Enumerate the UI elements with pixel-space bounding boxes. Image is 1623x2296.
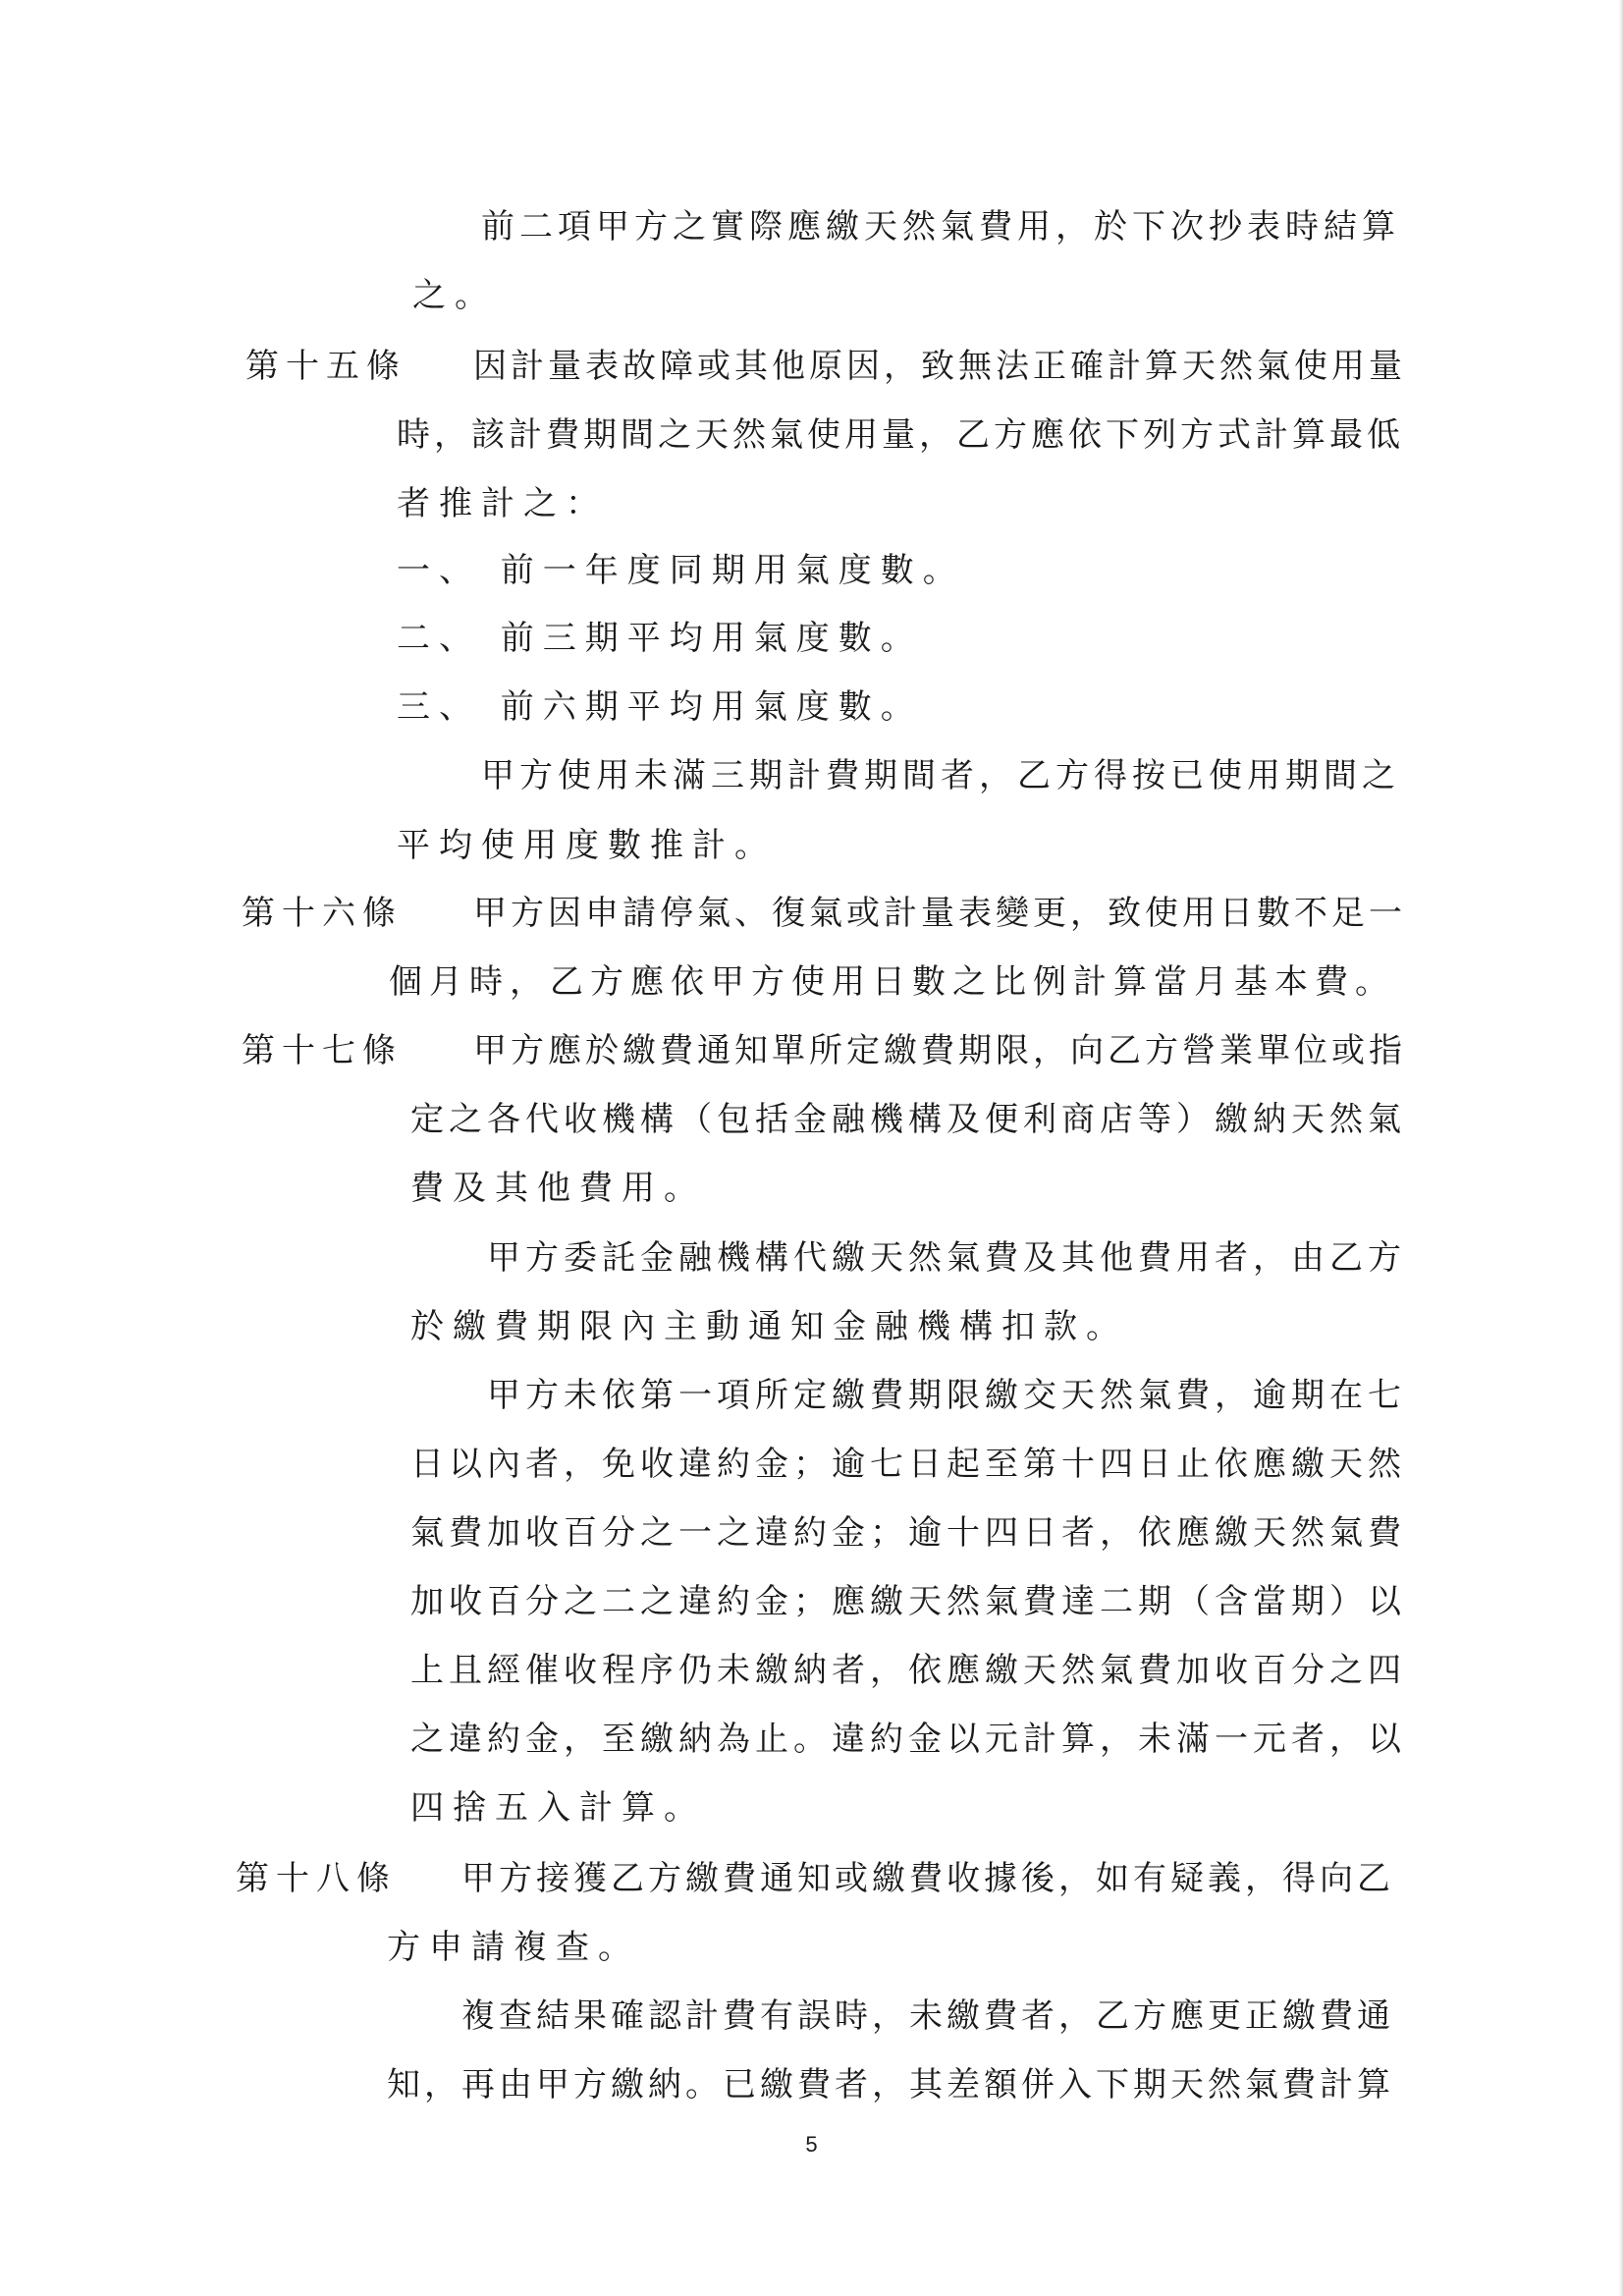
page-edge-shadow bbox=[1619, 0, 1623, 2296]
text-line: 甲方接獲乙方繳費通知或繳費收據後，如有疑義，得向乙 bbox=[461, 1859, 1394, 1898]
text-line: 知，再由甲方繳納。已繳費者，其差額併入下期天然氣費計算 bbox=[387, 2065, 1394, 2105]
text-line: 上且經催收程序仍未繳納者，依應繳天然氣費加收百分之四 bbox=[410, 1651, 1406, 1690]
text-line: 日以內者，免收違約金；逾七日起至第十四日止依應繳天然 bbox=[410, 1445, 1406, 1484]
text-line: 甲方未依第一項所定繳費期限繳交天然氣費，逾期在七 bbox=[487, 1376, 1406, 1415]
text-line: 之。 bbox=[412, 276, 497, 315]
text-line: 加收百分之二之違約金；應繳天然氣費達二期（含當期）以 bbox=[410, 1582, 1406, 1621]
article-heading-18: 第十八條 bbox=[236, 1859, 397, 1898]
page-number: 5 bbox=[805, 2132, 818, 2157]
text-line: 之違約金，至繳納為止。違約金以元計算，未滿一元者，以 bbox=[410, 1720, 1406, 1759]
text-line: 平均使用度數推計。 bbox=[397, 826, 777, 865]
text-line: 於繳費期限內主動通知金融機構扣款。 bbox=[410, 1307, 1128, 1346]
text-line: 四捨五入計算。 bbox=[410, 1788, 706, 1828]
text-line: 時，該計費期間之天然氣使用量，乙方應依下列方式計算最低 bbox=[397, 415, 1404, 455]
text-line: 方申請複查。 bbox=[387, 1928, 640, 1967]
text-line: 定之各代收機構（包括金融機構及便利商店等）繳納天然氣 bbox=[410, 1100, 1406, 1139]
list-item: 三、 前六期平均用氣度數。 bbox=[397, 687, 923, 727]
list-item: 二、 前三期平均用氣度數。 bbox=[397, 619, 923, 658]
text-line: 甲方使用未滿三期計費期間者，乙方得按已使用期間之 bbox=[481, 756, 1400, 795]
article-heading-16: 第十六條 bbox=[242, 894, 403, 933]
text-line: 費及其他費用。 bbox=[410, 1169, 706, 1208]
text-line: 前二項甲方之實際應繳天然氣費用，於下次抄表時結算 bbox=[481, 207, 1400, 246]
text-line: 個月時，乙方應依甲方使用日數之比例計算當月基本費。 bbox=[389, 962, 1395, 1002]
article-heading-17: 第十七條 bbox=[242, 1031, 403, 1070]
text-line: 複查結果確認計費有誤時，未繳費者，乙方應更正繳費通 bbox=[461, 1996, 1394, 2036]
list-item: 一、 前一年度同期用氣度數。 bbox=[397, 551, 965, 590]
text-line: 因計量表故障或其他原因，致無法正確計算天然氣使用量 bbox=[473, 347, 1406, 386]
text-line: 甲方委託金融機構代繳天然氣費及其他費用者，由乙方 bbox=[487, 1238, 1406, 1278]
text-line: 氣費加收百分之一之違約金；逾十四日者，依應繳天然氣費 bbox=[410, 1513, 1406, 1553]
text-line: 者推計之： bbox=[397, 484, 608, 523]
text-line: 甲方應於繳費通知單所定繳費期限，向乙方營業單位或指 bbox=[473, 1031, 1406, 1070]
article-heading-15: 第十五條 bbox=[245, 347, 406, 386]
text-line: 甲方因申請停氣、復氣或計量表變更，致使用日數不足一 bbox=[473, 894, 1406, 933]
